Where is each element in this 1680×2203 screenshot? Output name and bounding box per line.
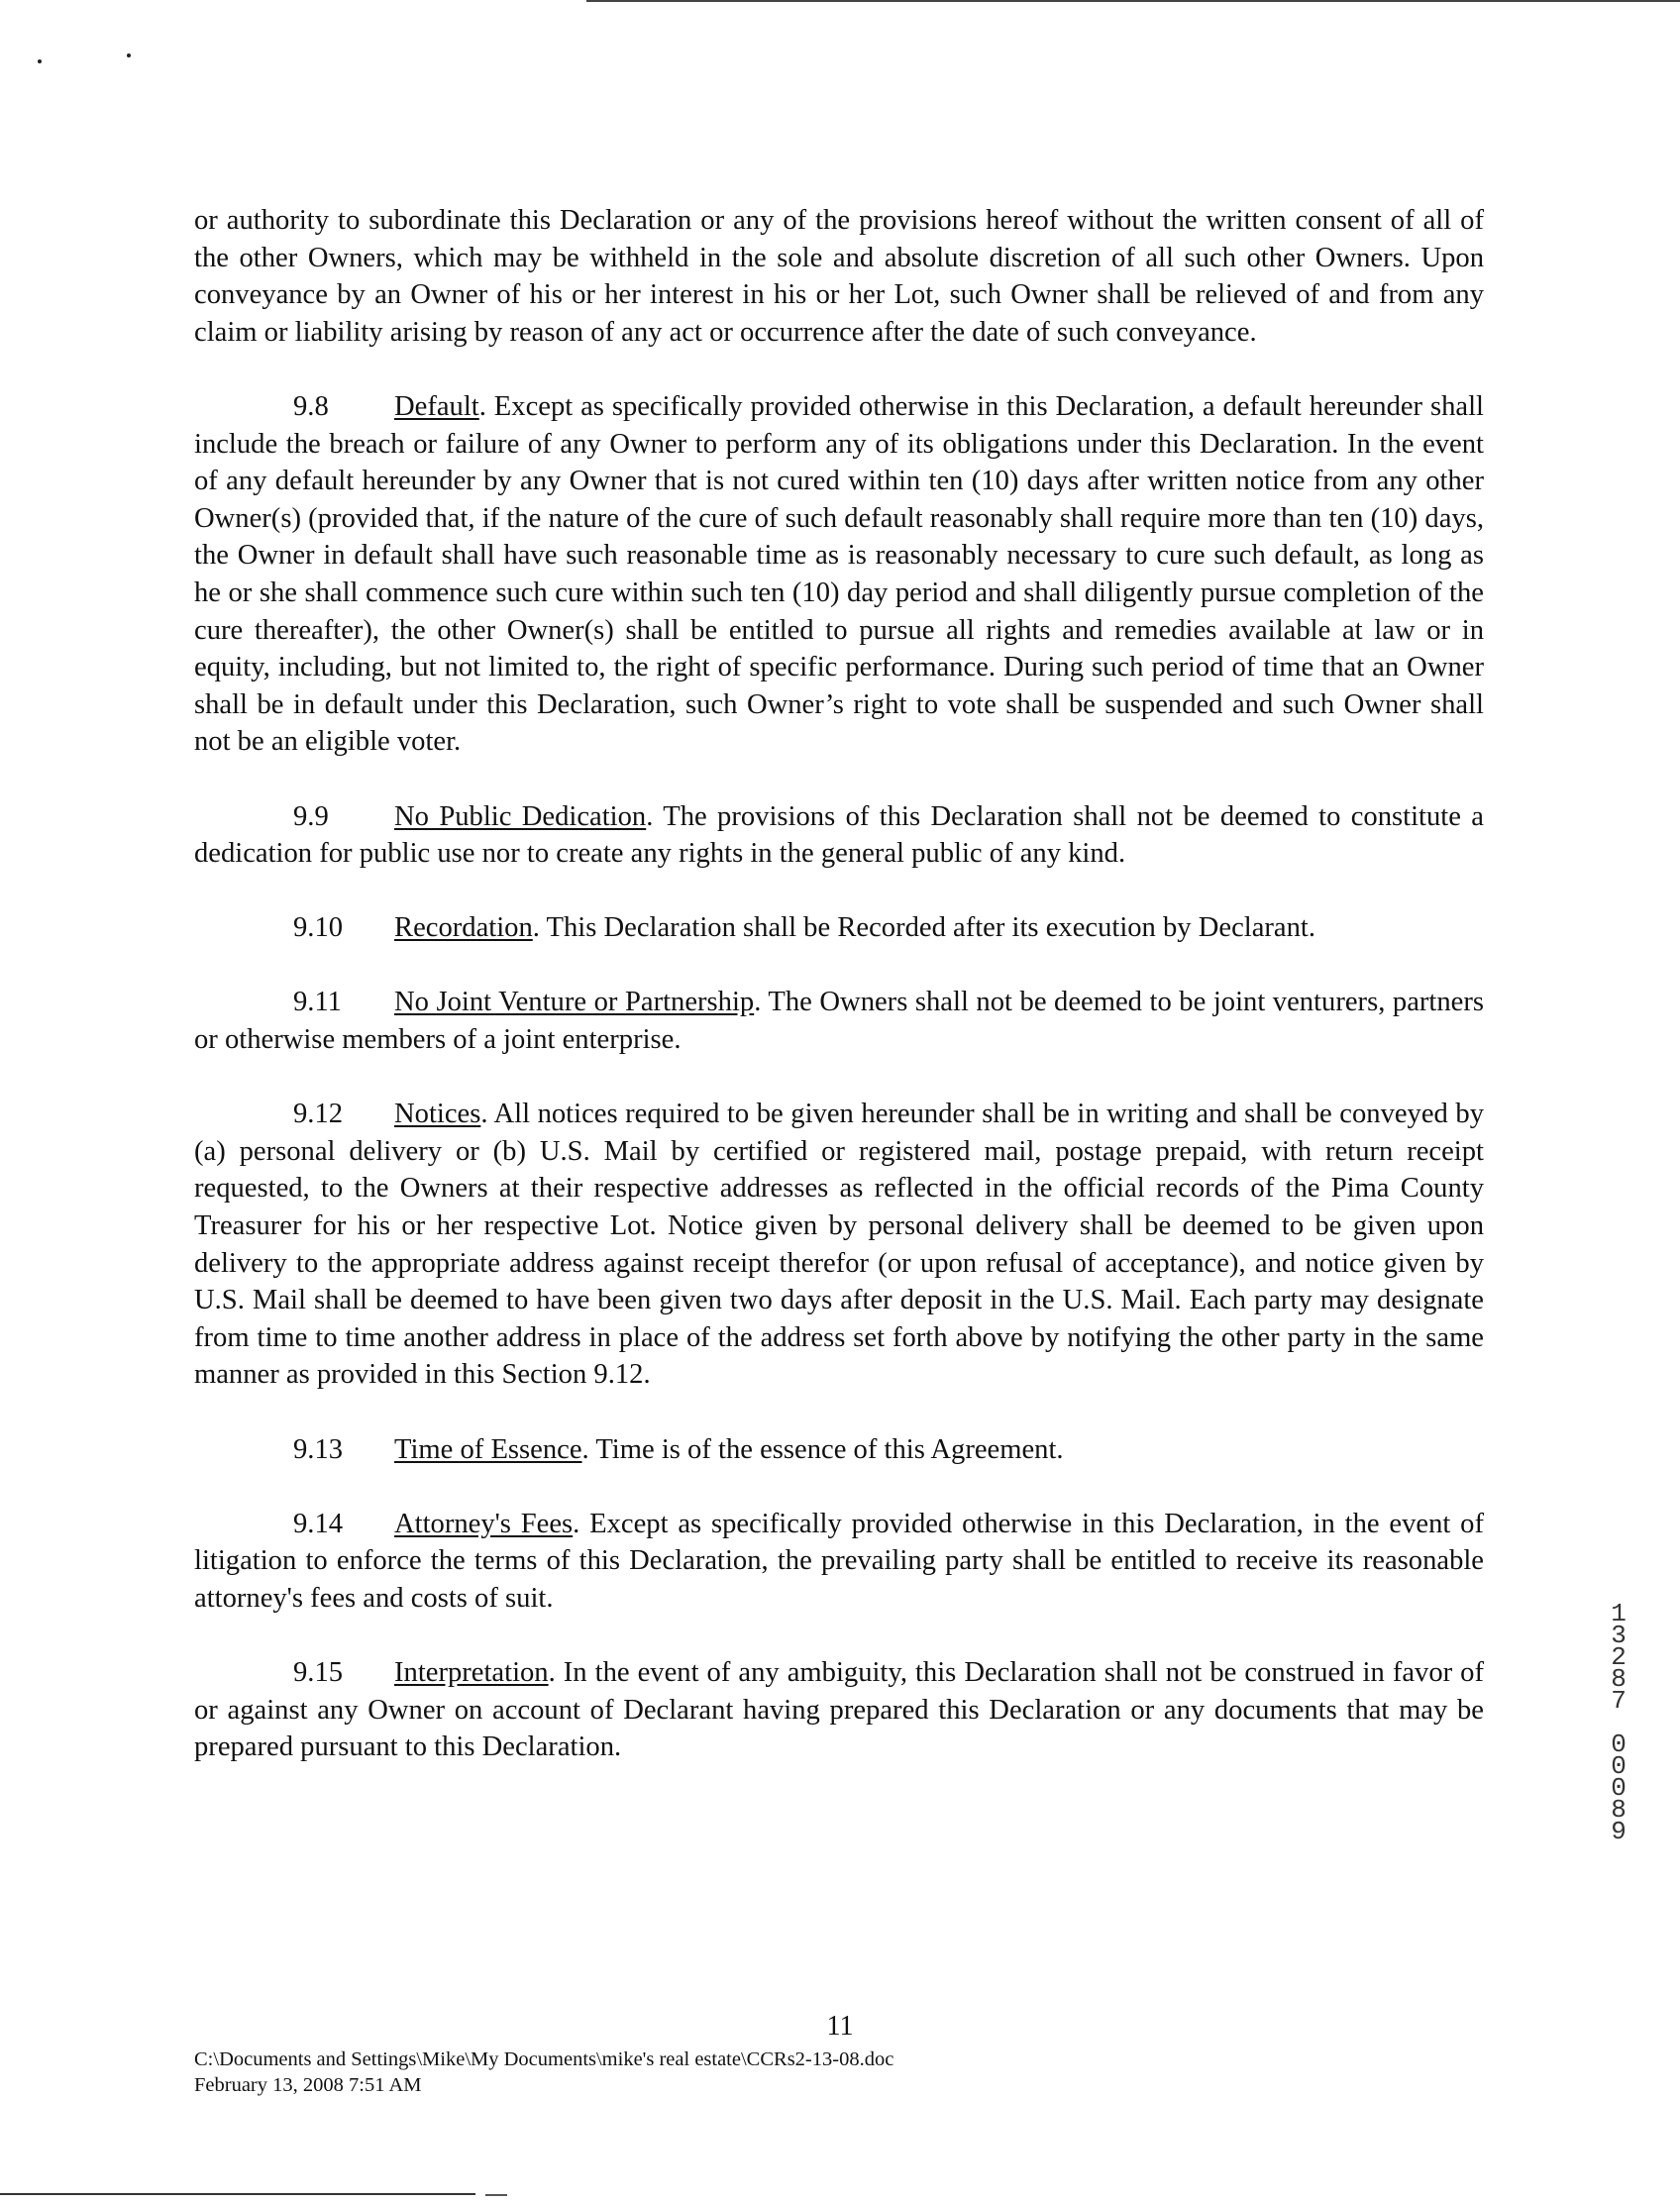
section-text: . All notices required to be given hereunder shall be in writing and shall be conveyed by (a) personal delivery or (b) U.S. Mail by certified or registered mail, postage prepaid, with return receipt requested, to the Owners at their respective addresses as reflected in the official records of the Pima County Treasurer for his or her respective Lot. Notice given by personal delivery shall be deemed to be given upon delivery to the appropriate address against receipt therefor (or upon refusal of acceptance), and notice given by U.S. Mail shall be deemed to have been given two days after deposit in the U.S. Mail. Each party may designate from time to time another address in place of the address set forth above by notifying the other party in the same manner as provided in this Section 9.12. xyxy=(194,1099,1484,1391)
recording-stamp xyxy=(1599,1599,1638,1846)
section-text: . This Declaration shall be Recorded after its execution by Declarant. xyxy=(532,912,1316,944)
stamp-digit: 0 xyxy=(1611,1773,1627,1803)
section-9-13 xyxy=(194,1431,1484,1469)
document-body xyxy=(194,202,1484,1804)
scan-edge-line-top xyxy=(586,0,1680,2)
section-number: 9.14 xyxy=(293,1508,344,1539)
section-heading: Recordation xyxy=(394,912,533,944)
section-number: 9.12 xyxy=(293,1099,344,1130)
footer-date: February 13, 2008 7:51 AM xyxy=(194,2074,422,2096)
stamp-digit: 8 xyxy=(1611,1664,1627,1694)
section-number: 9.10 xyxy=(293,912,344,944)
stamp-digit: 3 xyxy=(1611,1621,1627,1650)
stamp-digit: 7 xyxy=(1611,1686,1627,1716)
section-text: . Except as specifically provided otherwise in this Declaration, in the event of litigation to enforce the terms of this Declaration, the prevailing party shall be entitled to receive its reasonable attorney's fees and costs of suit. xyxy=(194,1508,1484,1614)
section-heading: Default xyxy=(394,390,479,422)
section-9-12 xyxy=(194,1096,1484,1394)
section-heading: Time of Essence xyxy=(394,1433,582,1465)
section-9-9 xyxy=(194,798,1484,873)
section-number: 9.11 xyxy=(293,987,342,1018)
stamp-digit: 8 xyxy=(1611,1795,1627,1825)
scan-edge-line-bottom xyxy=(0,2193,475,2195)
section-number: 9.15 xyxy=(293,1657,344,1689)
continuation-paragraph: or authority to subordinate this Declaration or any of the provisions hereof without the written consent of all of the other Owners, which may be withheld in the sole and absolute discretion of all such other Owners. Upon conveyance by an Owner of his or her interest in his or her Lot, such Owner shall be relieved of and from any claim or liability arising by reason of any act or occurrence after the date of such conveyance. xyxy=(194,205,1484,348)
stamp-digit: 1 xyxy=(1611,1599,1627,1628)
section-heading: Attorney's Fees xyxy=(394,1508,574,1539)
section-heading: No Public Dedication xyxy=(394,800,647,832)
section-9-8 xyxy=(194,388,1484,761)
stamp-digit: 0 xyxy=(1611,1751,1627,1781)
page-number: 11 xyxy=(826,2011,854,2042)
section-text: . Except as specifically provided otherwise in this Declaration, a default hereunder shall include the breach or failure of any Owner to perform any of its obligations under this Declaration. In the event of any default hereunder by any Owner that is not cured within ten (10) days after written notice from any other Owner(s) (provided that, if the nature of the cure of such default reasonably shall require more than ten (10) days, the Owner in default shall have such reasonable time as is reasonably necessary to cure such default, as long as he or she shall commence such cure within such ten (10) day period and shall diligently pursue completion of the cure thereafter), the other Owner(s) shall be entitled to pursue all rights and remedies available at law or in equity, including, but not limited to, the right of specific performance. During such period of time that an Owner shall be in default under this Declaration, such Owner’s right to vote shall be suspended and such Owner shall not be an eligible voter. xyxy=(194,390,1484,758)
section-9-10 xyxy=(194,909,1484,947)
section-heading: Notices xyxy=(394,1099,481,1130)
stamp-digit: 2 xyxy=(1611,1642,1627,1672)
section-heading: Interpretation xyxy=(394,1657,549,1689)
scan-edge-dash xyxy=(485,2194,507,2196)
section-9-11 xyxy=(194,984,1484,1058)
section-9-15 xyxy=(194,1654,1484,1766)
section-number: 9.9 xyxy=(293,800,329,832)
section-text: . The provisions of this Declaration shall not be deemed to constitute a dedication for public use nor to create any rights in the general public of any kind. xyxy=(194,800,1484,870)
section-9-14 xyxy=(194,1506,1484,1618)
section-text: . In the event of any ambiguity, this Declaration shall not be construed in favor of or against any Owner on account of Declarant having prepared this Declaration or any documents that may be prepared pursuant to this Declaration. xyxy=(194,1657,1484,1763)
section-text: . Time is of the essence of this Agreement. xyxy=(581,1433,1064,1465)
section-number: 9.13 xyxy=(293,1433,344,1465)
section-heading: No Joint Venture or Partnership xyxy=(394,987,755,1018)
scan-speck xyxy=(38,59,42,63)
section-number: 9.8 xyxy=(293,390,329,422)
footer-file-path: C:\Documents and Settings\Mike\My Documents\mike's real estate\CCRs2-13-08.doc xyxy=(194,2048,894,2070)
footer xyxy=(194,2046,893,2098)
stamp-digit: 0 xyxy=(1611,1730,1627,1759)
scan-speck xyxy=(127,53,131,57)
stamp-digit: 9 xyxy=(1611,1817,1627,1846)
section-text: . The Owners shall not be deemed to be joint venturers, partners or otherwise members of a joint enterprise. xyxy=(194,987,1484,1056)
